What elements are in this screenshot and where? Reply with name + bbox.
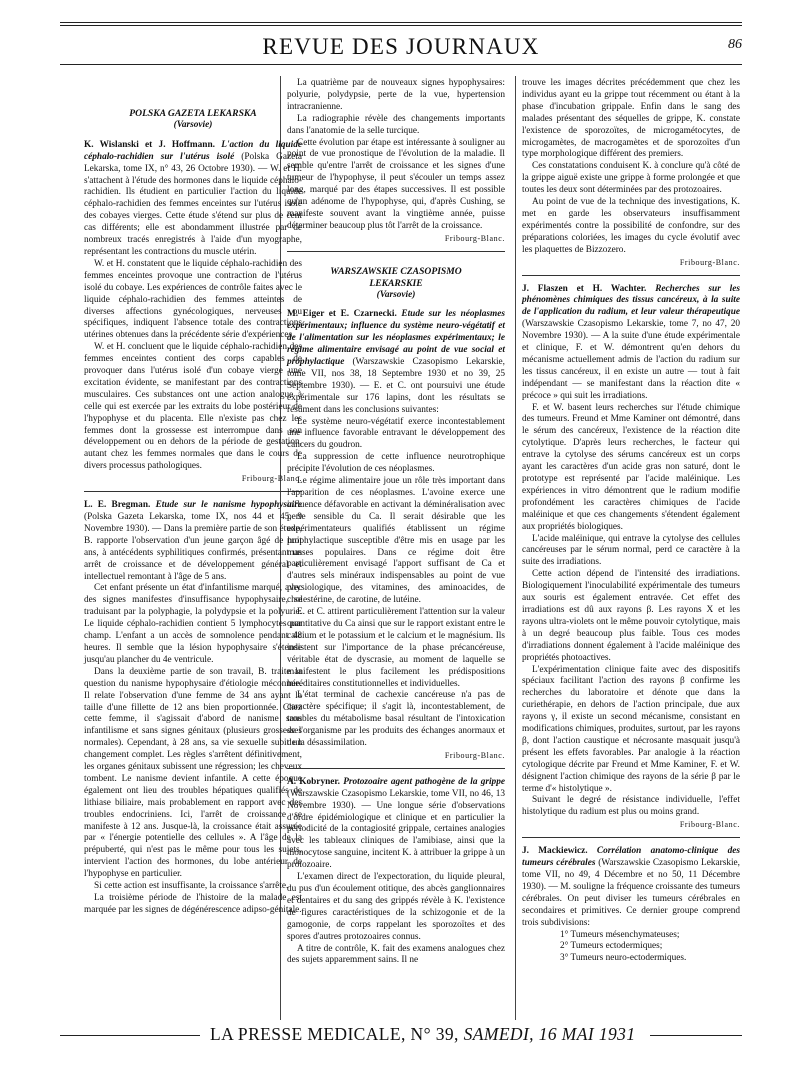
- paragraph: L'expérimentation clinique faite avec des dispositifs spéciaux facilitant l'action des rayons β confirme les recherches du laboratoire et dénote que dans la curiethérapie, en dehors de l'action principale, due aux rayons γ, il existe un second mécanisme, consistant en modifications chimiques, produites, surtout, par les rayons β, dont l'action caustique et nécrosante masquait jusqu'à présent les effets favorables. Par analogie à la réaction cytologique décrite par Freund et Mme Kaminer, F. et W. désignent l'action chimique des rayons de la série β par le terme d'« histolytique ».: [522, 664, 740, 794]
- tumor-list: [522, 930, 740, 966]
- article-separator: [522, 275, 740, 276]
- paragraph: E. et C. attirent particulièrement l'attention sur la valeur quantitative du Ca ainsi que sur le rapport existant entre le calcium et le potassium et le calcium et le magnésium. Ils insistent sur l'importance de la phase précancéreuse, véritable état de dyscrasie, au moment de laquelle se manifestent le plus facilement les prédispositions héréditaires constitutionnelles et individuelles.: [287, 607, 505, 689]
- column-2: [287, 78, 505, 967]
- paragraph: La troisième période de l'histoire de la malade est marquée par les signes de dégénérescence adipso-génitale.: [84, 893, 302, 915]
- list-item: 3° Tumeurs neuro-ectodermiques.: [560, 953, 687, 964]
- header-rule-top-thin: [60, 25, 742, 26]
- article-body: (Warszawskie Czasopismo Lekarskie, tome 7, no 47, 20 Novembre 1930). — A la suite d'une étude expérimentale et clinique, F. et W. démontrent qu'en dehors du mécanisme actuellement admis de l'action du radium sur les tissus cancéreux, il en existe un autre — tout à fait indépendant — se manifestant dans la réaction dite « précoce » qui suit les irradiations.: [522, 319, 740, 401]
- footer-text: [210, 1024, 635, 1045]
- article-body: (Warszawskie Czasopismo Lekarskie, tome VII, no 46, 13 Novembre 1930). — Une longue série d'observations d'ordre épidémiologique et clinique et en particulier la périodicité de la contagiosité grippale, certaines analogies avec les tableaux cliniques de l'amibiase, ainsi que la monocytose sanguine, incitent K. à attribuer la grippe à un protozoaire.: [287, 788, 505, 871]
- paragraph: Cette évolution par étape est intéressante à souligner au point de vue pronostique de l'évolution de la maladie. Il semble qu'entre l'arrêt de croissance et les signes d'une tumeur de l'hypophyse, il peut s'écouler un temps assez long, marqué par des étapes successives. Il est possible qu'un adénome de l'hypophyse, qui, d'après Cushing, se manifeste souvent avant la vingtième année, puisse déterminer beaucoup plus tôt l'arrêt de la croissance.: [287, 137, 505, 231]
- article-separator: [84, 491, 302, 492]
- header-rule-top: [60, 22, 742, 23]
- paragraph: Suivant le degré de résistance individuelle, l'effet histolytique du radium est plus ou moins grand.: [522, 795, 740, 818]
- paragraph: L'état terminal de cachexie cancéreuse n'a pas de caractère spécifique; il s'agit là, incontestablement, de troubles du métabolisme basal résultant de l'intoxication de l'organisme par les produits des échanges anormaux et de la désassimilation.: [287, 690, 505, 749]
- signature: Fribourg-Blanc.: [241, 474, 302, 484]
- journal-heading: WARSZAWSKIE CZASOPISMO: [330, 265, 462, 277]
- paragraph: Cette action dépend de l'intensité des irradiations. Biologiquement l'inoculabilité expérimentale des tumeurs aux souris est également entravée. Cet effet des irradiations est dû aux rayons β. Les rayons X et les rayons ultra-violets ont le même pouvoir cytolytique, mais à un degré beaucoup plus faible. Tous ces modes d'irradiations donnent également à l'acide maléinique des propriétés photoactives.: [522, 569, 740, 663]
- article-separator: [287, 768, 505, 769]
- article-wislanski: [84, 140, 302, 259]
- column-1: [84, 78, 302, 917]
- paragraph: La radiographie révèle des changements importants dans l'anatomie de la selle turcique.: [287, 113, 505, 136]
- header-rule-bottom: [60, 64, 742, 65]
- paragraph: Cet enfant présente un état d'infantilisme marqué, avec des signes manifestes d'insuffisance hypophysaire, se traduisant par la polyphagie, la polydypsie et la polyurie. Le liquide céphalo-rachidien contient 5 lymphocytes par champ. L'enfant a un accès de somnolence pendant 48 heures. Il semble que la lésion hypophysaire s'étende jusqu'au plancher du 4e ventricule.: [84, 583, 302, 665]
- journal-section-title: REVUE DES JOURNAUX: [262, 34, 540, 59]
- paragraph: Le régime alimentaire joue un rôle très important dans l'apparition de ces néoplasmes. L'avoine exerce une influence défavorable en activant la déminéralisation avec perte sensible du Ca. Il serait désirable que les expérimentateurs qualifiés établissent un régime prophylactique susceptible d'être mis en usage par les masses populaires. Dans ce régime doit être particulièrement envisagé l'apport suffisant de Ca et d'autres sels minéraux indispensables au point de vue physiologique, des vitamines, des aminoacides, de cholestérine, de carotine, de lutéine.: [287, 476, 505, 606]
- journal-heading-line2: LEKARSKIE: [369, 277, 423, 289]
- article-body: (Polska Gazeta Lekarska, tome IX, n° 43, 26 Octobre 1930). — W. et H. s'attachent à l'étude des hormones dans le liquide céphalo-rachidien. Ils étudient en particulier l'action du liquide céphalo-rachidien des femmes enceintes sur l'utérus isolé des cobayes vierges. Cette étude s'étend sur plus de cent cas différents; elle est abondamment illustrée par de nombreux tracés enregistrés à l'aide d'un myographe, représentant les contractions du muscle utérin.: [84, 151, 302, 257]
- article-authors: J. Mackiewicz.: [522, 846, 588, 857]
- article-kobryner: [287, 777, 505, 872]
- paragraph: Si cette action est insuffisante, la croissance s'arrête.: [94, 881, 289, 892]
- article-title: Recherches sur les phénomènes chimiques des tissus cancéreux, à la suite de l'application du radium, et leur valeur thérapeutique: [522, 283, 740, 318]
- paragraph: W. et H. concluent que le liquide céphalo-rachidien des femmes enceintes contient des corps capables de provoquer dans l'utérus isolé d'un cobaye vierge une excitation évidente, se manifestant par des contractions musculaires. Ces substances ont une action analogue à celle qui est exercée par les extraits du lobe postérieur de l'hypophyse et du placenta. Elle n'existe pas chez les femmes dont la grossesse est interrompue dans son développement ou en dehors de la période de gestation, autant chez les femmes normales que dans le cours de divers processus pathologiques.: [84, 342, 302, 472]
- article-title: Etude sur le nanisme hypophysaire: [155, 500, 302, 511]
- article-bregman: [84, 500, 302, 583]
- signature: Fribourg-Blanc.: [444, 233, 505, 243]
- article-authors: L. E. Bregman.: [84, 500, 151, 511]
- article-title: Etude sur les néoplasmes expérimentaux; influence du système neuro-végétatif et de l'alimentation sur les néoplasmes expérimentaux; le régime alimentaire envisagé au point de vue social et prophylactique: [287, 309, 505, 368]
- article-separator: [522, 837, 740, 838]
- paragraph: Dans la deuxième partie de son travail, B. traite la question du nanisme hypophysaire d'étiologie méconnue. Il relate l'observation d'une femme de 34 ans ayant la taille d'une fillette de 12 ans bien proportionnée. Chez cette femme, il s'agissait d'abord de nanisme sans infantilisme et sans signes génitaux (plusieurs grossesses normales). Cependant, à 28 ans, sa vie sexuelle subit un changement complet. Les règles s'arrêtent définitivement, les organes génitaux subissent une régression; les cheveux tombent. Le nanisme devient infantile. A cette époque également ont lieu des troubles hépatiques qualifiés de lithiase biliaire, mais probablement en rapport avec des troubles endocriniens. Ici, l'arrêt de croissance se manifeste à 12 ans. Jusque-là, la croissance était assurée par « l'énergie potentielle des cellules ». A l'âge de la prépuberté, qui n'est pas le même pour tous les sujets, intervient l'action des hormones, du lobe antérieur de l'hypophyse en particulier.: [84, 666, 302, 880]
- footer-rule-left: [60, 1035, 200, 1036]
- column-divider-2: [515, 76, 516, 1020]
- article-title: Protozoaire agent pathogène de la grippe: [343, 776, 505, 787]
- list-item: 2° Tumeurs ectodermiques;: [560, 941, 663, 952]
- page-footer: [60, 1024, 742, 1048]
- list-item: 1° Tumeurs mésenchymateuses;: [560, 929, 680, 940]
- paragraph: A titre de contrôle, K. fait des examens analogues chez des sujets apparemment sains. Il ne: [287, 943, 505, 966]
- footer-issue: N° 39,: [410, 1024, 459, 1044]
- article-body: (Polska Gazeta Lekarska, tome IX, nos 44 et 45, 9 Novembre 1930). — Dans la première partie de son étude, B. rapporte l'observation d'un jeune garçon âgé de huit ans, à antécédents syphilitiques confirmés, présentant un arrêt de croissance et de développement général et intellectuel remontant à l'âge de 5 ans.: [84, 512, 302, 582]
- paragraph: L'acide maléinique, qui entrave la cytolyse des cellules cancéreuses par le sérum normal, perd ce caractère à la suite des irradiations.: [522, 533, 740, 568]
- paragraph: Ces constatations conduisent K. à conclure qu'à côté de la grippe aiguë existe une grippe à forme prolongée et que toutes les deux sont déterminées par des protozoaires.: [522, 161, 740, 196]
- journal-city: (Varsovie): [376, 289, 416, 300]
- paragraph: W. et H. constatent que le liquide céphalo-rachidien des femmes enceintes provoque une contraction de l'utérus isolé du cobaye. Les expériences de contrôle faites avec le liquide céphalo-rachidien des femmes atteintes de diverses affections gynécologiques, nerveuses ou spécifiques, indiquent l'absence totale des contractions utérines obtenues dans la précédente série d'expériences.: [84, 258, 302, 341]
- paragraph: trouve les images décrites précédemment que chez les individus ayant eu la grippe tout récemment ou étant à la phase d'incubation grippale. Enfin dans le sang des malades présentant des séquelles de grippe, K. constate l'existence de sporozoïtes, de microgamétocytes, de microgamètes, de macrogamètes et de sporozoïtes d'un type morphologique différent des premiers.: [522, 78, 740, 160]
- article-body: (Warszawskie Czasopismo Lekarskie, tome VII, no 49, 4 Décembre et no 50, 11 Décembre 1930). — M. souligne la fréquence croissante des tumeurs cérébrales. On peut diviser les tumeurs cérébrales en secondaires et primitives. Ce dernier groupe comprend trois subdivisions:: [522, 858, 740, 928]
- page-number: 86: [728, 37, 742, 52]
- article-body: (Warszawskie Czasopismo Lekarskie, tome VII, nos 38, 18 Septembre 1930 et no 39, 25 Septembre 1930). — E. et C. ont poursuivi une étude expérimentale sur 176 lapins, dont les résultats se résument dans les conclusions suivantes:: [287, 357, 505, 415]
- journal-heading: POLSKA GAZETA LEKARSKA: [129, 108, 257, 119]
- article-flaszen: [522, 284, 740, 403]
- paragraph: La suppression de cette influence neurotrophique précipite l'évolution de ces néoplasmes.: [287, 452, 505, 475]
- footer-rule-right: [650, 1035, 742, 1036]
- paragraph: Au point de vue de la technique des investigations, K. met en garde les observateurs insuffisamment expérimentés contre la possibilité de confondre, sur des préparations coloriées, les images du cycle évolutif avec les plaquettes de Bizzozero.: [522, 197, 740, 255]
- article-title: L'action du liquide céphalo-rachidien sur l'utérus isolé: [84, 139, 302, 162]
- footer-journal: LA PRESSE MEDICALE,: [210, 1024, 406, 1044]
- article-authors: M. Eiger et E. Czarnecki.: [287, 309, 397, 320]
- signature: Fribourg-Blanc.: [679, 257, 740, 267]
- article-mackiewicz: [522, 846, 740, 929]
- column-3: [522, 78, 740, 965]
- signature: Fribourg-Blanc.: [444, 750, 505, 760]
- article-separator: [287, 251, 505, 252]
- paragraph: L'examen direct de l'expectoration, du liquide pleural, du pus d'un écoulement otitique, des abcès ganglionnaires et dentaires et du sang des grippés révèle à K. l'existence de figures caractéristiques de la schizogonie et de la gamogonie, de corps rappelant les sporozoïtes et des spores d'autres protozoaires connus.: [287, 872, 505, 942]
- journal-city: (Varsovie): [173, 119, 213, 130]
- article-authors: J. Flaszen et H. Wachter.: [522, 283, 647, 294]
- paragraph: La quatrième par de nouveaux signes hypophysaires: polyurie, polydypsie, perte de la vue, hypertension intracranienne.: [287, 78, 505, 112]
- article-eiger: [287, 309, 505, 416]
- signature: Fribourg-Blanc.: [679, 820, 740, 830]
- footer-date: SAMEDI, 16 MAI 1931: [463, 1024, 636, 1044]
- article-authors: K. Wislanski et J. Hoffmann.: [84, 139, 215, 150]
- article-authors: A. Kobryner.: [287, 776, 340, 787]
- page-header: [60, 34, 742, 60]
- paragraph: F. et W. basent leurs recherches sur l'étude chimique des tumeurs. Freund et Mme Kaminer ont démontré, dans le sérum des cancéreux, l'existence de la réaction dite cytolytique. D'après leurs recherches, le facteur qui entrave la cytolyse des sérums cancéreux est un corps ayant les caractères d'un acide gras non saturé, dont le prototype est représenté par l'acide maléinique. Les expériences in vitro démontrent que le radium modifie profondément les caractères chimiques de l'acide maléinique et que ces changements s'étendent également aux propriétés biologiques.: [522, 402, 740, 532]
- paragraph: Le système neuro-végétatif exerce incontestablement une influence favorable entravant le développement des cancers du goudron.: [287, 416, 505, 451]
- article-title: Corrélation anatomo-clinique des tumeurs cérébrales: [522, 846, 741, 869]
